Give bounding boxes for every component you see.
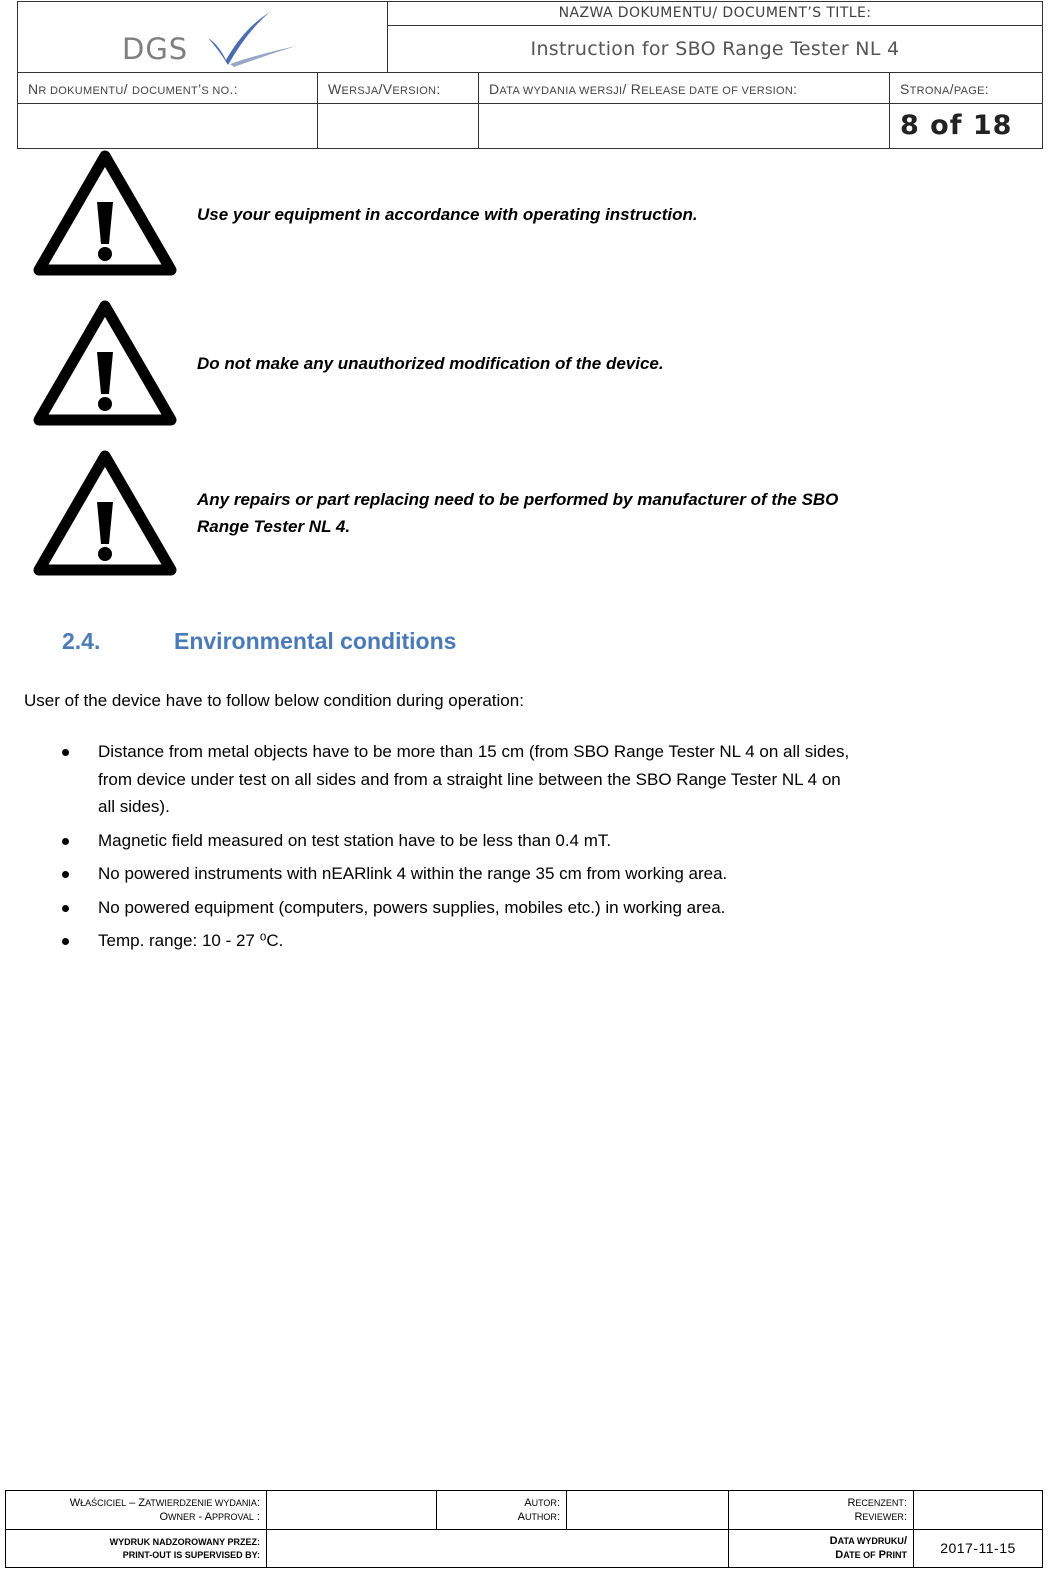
author-value-cell — [566, 1490, 729, 1530]
reviewer-label-cell — [728, 1490, 914, 1530]
supervised-label-cell — [5, 1529, 267, 1568]
document-header — [17, 1, 1043, 149]
owner-label-line2: OWNER - APPROVAL : — [159, 1511, 260, 1523]
version-label-cell — [317, 72, 479, 104]
conditions-list — [62, 738, 1022, 961]
warning-text-1: Use your equipment in accordance with operating instruction. — [197, 205, 698, 224]
logo-text: DGS — [122, 32, 189, 66]
author-label-cell — [436, 1490, 567, 1530]
page-value-cell — [889, 103, 1043, 149]
owner-value-cell — [266, 1490, 437, 1530]
print-date-label-line1: DATA WYDRUKU/ — [829, 1535, 907, 1547]
release-date-label: DATA WYDANIA WERSJI/ RELEASE DATE OF VERSION: — [489, 81, 798, 97]
page-label-cell — [889, 72, 1043, 104]
bullet-icon — [62, 749, 69, 756]
bullet-icon — [62, 838, 69, 845]
warning-triangle-icon — [33, 300, 177, 426]
warning-triangle-icon — [33, 450, 177, 576]
warning-text-2: Do not make any unauthorized modification of the device. — [197, 354, 664, 373]
list-item: No powered equipment (computers, powers supplies, mobiles etc.) in working area. — [62, 894, 1022, 922]
list-item: Distance from metal objects have to be more than 15 cm (from SBO Range Tester NL 4 on all sides, from device under test on all sides and from a straight line between the SBO Range Tester NL 4 on all sides). — [62, 738, 1022, 821]
page-number: 8 of 18 — [900, 110, 1013, 141]
owner-label-line1: WŁAŚCICIEL – ZATWIERDZENIE WYDANIA: — [69, 1497, 260, 1509]
supervised-label-line1: WYDRUK NADZOROWANY PRZEZ: — [109, 1537, 260, 1547]
list-item: Temp. range: 10 - 27 ⁰C. — [62, 927, 1022, 955]
doc-number-label-cell — [17, 72, 318, 104]
version-value-cell — [317, 103, 479, 149]
list-item: Magnetic field measured on test station have to be less than 0.4 mT. — [62, 827, 1022, 855]
reviewer-label-line1: RECENZENT: — [847, 1497, 907, 1509]
reviewer-value-cell — [913, 1490, 1043, 1530]
section-title: Environmental conditions — [174, 628, 457, 654]
author-label-line1: AUTOR: — [524, 1497, 560, 1509]
print-date-label-cell — [728, 1529, 914, 1568]
bullet-icon — [62, 871, 69, 878]
release-date-label-cell — [478, 72, 890, 104]
section-intro: User of the device have to follow below condition during operation: — [24, 691, 524, 710]
author-label-line2: AUTHOR: — [517, 1511, 560, 1523]
reviewer-label-line2: REVIEWER: — [854, 1511, 907, 1523]
version-label: WERSJA/VERSION: — [328, 81, 441, 97]
section-number: 2.4. — [62, 628, 101, 654]
list-item: No powered instruments with nEARlink 4 within the range 35 cm from working area. — [62, 860, 1022, 888]
warning-triangle-icon — [33, 150, 177, 276]
supervised-value-cell — [266, 1529, 729, 1568]
doc-number-label: NR DOKUMENTU/ DOCUMENT’S NO.: — [28, 81, 238, 97]
title-value-cell — [387, 25, 1043, 73]
document-footer — [5, 1490, 1043, 1568]
document-title-label: NAZWA DOKUMENTU/ DOCUMENT’S TITLE: — [558, 5, 872, 21]
print-date-value: 2017-11-15 — [940, 1540, 1016, 1556]
bullet-icon — [62, 938, 69, 945]
checkmark-logo-icon — [204, 10, 299, 68]
supervised-label-line2: PRINT-OUT IS SUPERVISED BY: — [122, 1550, 260, 1560]
title-label-cell — [387, 1, 1043, 26]
print-date-label-line2: DATE OF PRINT — [835, 1549, 907, 1561]
dgs-logo — [122, 10, 297, 70]
bullet-icon — [62, 905, 69, 912]
print-date-value-cell — [913, 1529, 1043, 1568]
page-label: STRONA/PAGE: — [900, 81, 989, 97]
logo-cell — [17, 1, 388, 73]
doc-number-value-cell — [17, 103, 318, 149]
document-title: Instruction for SBO Range Tester NL 4 — [530, 38, 900, 60]
warning-text-3: Any repairs or part replacing need to be performed by manufacturer of the SBO Range Tester NL 4. — [197, 490, 839, 536]
release-date-value-cell — [478, 103, 890, 149]
owner-label-cell — [5, 1490, 267, 1530]
